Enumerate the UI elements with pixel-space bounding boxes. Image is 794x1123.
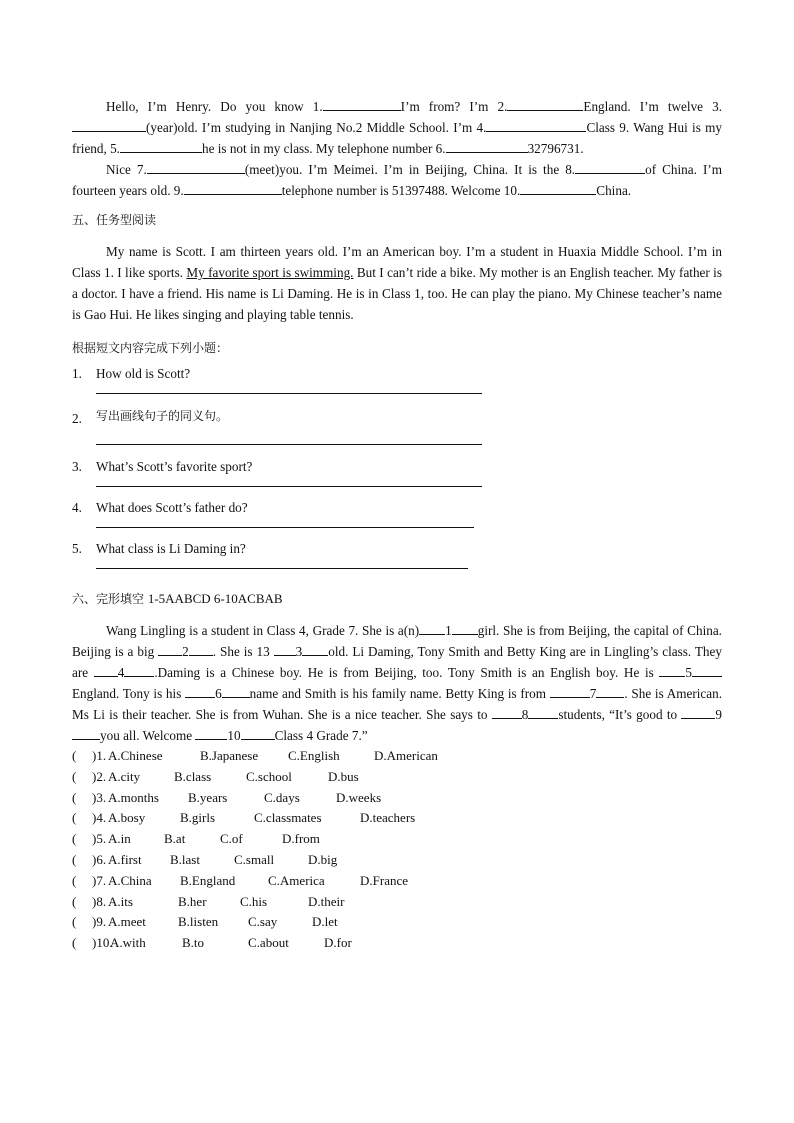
answer-line-4[interactable] xyxy=(96,527,474,528)
option-row-10 xyxy=(72,933,722,954)
option-d[interactable]: D.American xyxy=(374,748,438,763)
question-2: 2. 写出画线句子的同义句。 xyxy=(72,407,722,459)
option-c[interactable]: C.days xyxy=(264,789,300,805)
cloze-number-7: 7 xyxy=(589,686,597,701)
option-row-4 xyxy=(72,808,722,829)
cloze-blank-7[interactable] xyxy=(596,684,624,698)
question-number: )8. xyxy=(92,893,107,909)
option-b[interactable]: B.to xyxy=(182,935,205,951)
question-number: )4. xyxy=(92,810,107,826)
answer-line-2[interactable] xyxy=(96,444,482,445)
option-row-3 xyxy=(72,788,722,809)
option-c[interactable]: C.classmates xyxy=(254,810,322,826)
option-row-2 xyxy=(72,767,722,788)
cloze-number-3: 3 xyxy=(295,644,303,659)
blank-2[interactable] xyxy=(507,97,583,111)
cloze-number-2: 2 xyxy=(182,644,189,659)
option-b[interactable]: B.listen xyxy=(178,914,219,930)
blank-8[interactable] xyxy=(575,160,645,174)
option-d[interactable]: D.weeks xyxy=(336,789,382,805)
question-number: )9. xyxy=(92,914,107,930)
option-a[interactable]: A.city xyxy=(108,768,141,784)
option-c[interactable]: C.English xyxy=(288,748,340,763)
option-row-6 xyxy=(72,850,722,871)
question-number: )7. xyxy=(92,872,107,888)
option-a[interactable]: A.first xyxy=(108,851,142,867)
question-number: )5. xyxy=(92,831,107,847)
underlined-sentence: My favorite sport is swimming. xyxy=(186,265,354,280)
cloze-blank-5[interactable] xyxy=(692,663,722,677)
passage-scott: My name is Scott. I am thirteen years old. I’m an American boy. I’m a student in Huaxia Middle School. I’m in Class 1. I like sports. My favorite sport is swimming. But I can’t ride a bike. My mother is an English teacher. My father is a doctor. I have a friend. His name is Li Daming. He is in Class 1, too. He can play the piano. My Chinese teacher’s name is Gao Hui. He likes singing and playing table tennis. xyxy=(72,244,722,322)
answer-paren[interactable]: ( xyxy=(72,768,77,784)
answer-line-5[interactable] xyxy=(96,568,468,569)
option-d[interactable]: D.bus xyxy=(328,768,359,784)
question-3: 3. What’s Scott’s favorite sport? xyxy=(72,459,722,500)
answer-paren[interactable]: ( xyxy=(72,893,77,909)
option-b[interactable]: B.years xyxy=(188,789,228,805)
answer-paren[interactable]: ( xyxy=(72,914,77,930)
passage-lingling: Wang Lingling is a student in Class 4, Grade 7. She is a(n) 1 girl. She is from Beijing, the capital of China. Beijing is a big 2 . She is 13 3 old. Li Daming, Tony Smith and Betty King are in Lingling’s class. They are 4 .Daming is a Chinese boy. He is from Beijing, too. Tony Smith is an English boy. He is 5England. Tony is his 6 name and Smith is his family name. Betty King is from 7 . She is American. Ms Li is their teacher. She is from Wuhan. She is a nice teacher. She says to 8 students, “It’s good to 9you all. Welcome 10 Class 4 Grade 7.” xyxy=(72,623,723,743)
answer-line-1[interactable] xyxy=(96,393,482,394)
question-number: )3. xyxy=(92,789,107,805)
reading-instruction: 根据短文内容完成下列小题： xyxy=(72,341,229,355)
option-row-7 xyxy=(72,871,722,892)
cloze-blank-4[interactable] xyxy=(124,663,154,677)
answer-paren[interactable]: ( xyxy=(72,831,77,847)
option-a[interactable]: A.meet xyxy=(108,914,146,930)
blank-10[interactable] xyxy=(520,181,596,195)
option-d[interactable]: D.their xyxy=(308,893,345,909)
cloze-blank-3[interactable] xyxy=(302,642,328,656)
option-a[interactable]: A.months xyxy=(108,789,159,805)
option-c[interactable]: C.school xyxy=(246,768,292,784)
cloze-blank-1[interactable] xyxy=(452,621,478,635)
option-c[interactable]: C.America xyxy=(268,872,325,888)
question-1: 1. How old is Scott? xyxy=(72,366,722,407)
answer-paren[interactable]: ( xyxy=(72,789,77,805)
cloze-number-4: 4 xyxy=(117,665,125,680)
option-d[interactable]: D.from xyxy=(282,831,320,847)
cloze-blank-10[interactable] xyxy=(241,726,275,740)
option-b[interactable]: B.class xyxy=(174,768,212,784)
passage-henry: Hello, I’m Henry. Do you know 1. I’m from? I’m 2. England. I’m twelve 3.(year)old. I’m studying in Nanjing No.2 Middle School. I’m 4. Class 9. Wang Hui is my friend, 5. he is not in my class. My telephone number 6. 32796731. xyxy=(72,99,722,156)
blank-7[interactable] xyxy=(147,160,245,174)
question-number: )6. xyxy=(92,851,107,867)
option-d[interactable]: D.France xyxy=(360,872,409,888)
cloze-number-5: 5 xyxy=(685,665,692,680)
answer-paren[interactable]: ( xyxy=(72,851,77,867)
option-a[interactable]: A.bosy xyxy=(108,810,146,826)
option-row-9 xyxy=(72,912,722,933)
cloze-blank-9[interactable] xyxy=(72,726,100,740)
section-5-heading: 五、任务型阅读 xyxy=(72,213,157,227)
blank-6[interactable] xyxy=(446,139,528,153)
blank-9[interactable] xyxy=(184,181,282,195)
option-a[interactable]: A.in xyxy=(108,831,131,847)
cloze-number-9: 9 xyxy=(715,707,722,722)
option-a[interactable]: A.with xyxy=(110,935,146,951)
option-d[interactable]: D.teachers xyxy=(360,810,416,826)
option-b[interactable]: B.at xyxy=(164,831,186,847)
answer-paren[interactable]: ( xyxy=(72,748,77,763)
cloze-number-10: 10 xyxy=(227,728,241,743)
option-b[interactable]: B.her xyxy=(178,893,207,909)
answer-line-3[interactable] xyxy=(96,486,482,487)
option-b[interactable]: B.last xyxy=(170,851,200,867)
option-b[interactable]: B.Japanese xyxy=(200,748,259,763)
question-number: )1. xyxy=(92,748,107,763)
blank-4[interactable] xyxy=(486,118,586,132)
blank-3[interactable] xyxy=(72,118,146,132)
option-d[interactable]: D.big xyxy=(308,851,338,867)
question-number: )10. xyxy=(92,935,113,951)
worksheet-page xyxy=(72,96,722,954)
question-number: )2. xyxy=(92,768,107,784)
option-c[interactable]: C.say xyxy=(248,914,278,930)
cloze-number-6: 6 xyxy=(215,686,222,701)
blank-5[interactable] xyxy=(120,139,202,153)
cloze-number-8: 8 xyxy=(521,707,529,722)
option-a[interactable]: A.its xyxy=(108,893,133,909)
option-d[interactable]: D.let xyxy=(312,914,338,930)
answer-paren[interactable]: ( xyxy=(72,935,77,951)
blank-1[interactable] xyxy=(323,97,401,111)
option-a[interactable]: A.China xyxy=(108,872,152,888)
option-row-8 xyxy=(72,892,722,913)
option-c[interactable]: C.about xyxy=(248,935,289,951)
cloze-blank-8[interactable] xyxy=(528,705,558,719)
option-c[interactable]: C.of xyxy=(220,831,243,847)
option-d[interactable]: D.for xyxy=(324,935,352,951)
option-a[interactable]: A.Chinese xyxy=(108,748,163,763)
cloze-blank-2[interactable] xyxy=(189,642,213,656)
option-b[interactable]: B.England xyxy=(180,872,236,888)
answer-key: 1-5AABCD 6-10ACBAB xyxy=(147,591,283,606)
cloze-blank-6[interactable] xyxy=(222,684,250,698)
option-row-1 xyxy=(72,746,722,767)
answer-paren[interactable]: ( xyxy=(72,872,77,888)
option-b[interactable]: B.girls xyxy=(180,810,216,826)
cloze-options xyxy=(72,746,722,954)
question-5: 5. What class is Li Daming in? xyxy=(72,541,722,582)
option-row-5 xyxy=(72,829,722,850)
option-c[interactable]: C.his xyxy=(240,893,268,909)
cloze-number-1: 1 xyxy=(445,623,452,638)
answer-paren[interactable]: ( xyxy=(72,810,77,826)
option-c[interactable]: C.small xyxy=(234,851,275,867)
question-4: 4. What does Scott’s father do? xyxy=(72,500,722,541)
section-6-heading: 六、完形填空 1-5AABCD 6-10ACBAB xyxy=(72,591,283,606)
passage-meimei: Nice 7. (meet)you. I’m Meimei. I’m in Beijing, China. It is the 8. of China. I’m fourteen years old. 9. telephone number is 51397488. Welcome 10. China. xyxy=(72,162,723,198)
